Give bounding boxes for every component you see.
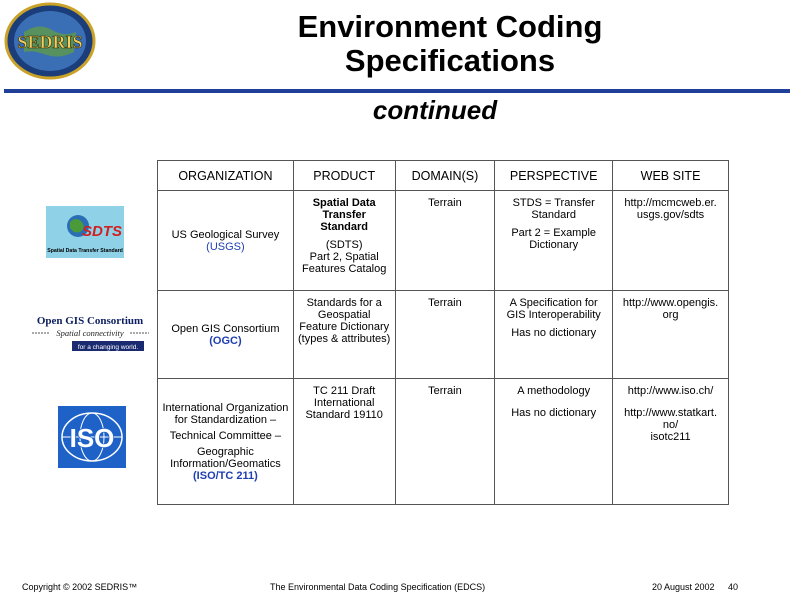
footer-copyright: Copyright © 2002 SEDRIS™ — [22, 582, 138, 592]
header-domains: DOMAIN(S) — [395, 161, 495, 191]
standards-table — [157, 160, 729, 505]
perspective-line: STDS = Transfer Standard — [512, 197, 595, 221]
product-cell: Standards for a Geospatial Feature Dictionary (types & attributes) — [293, 291, 395, 379]
sdts-logo-caption: Spatial Data Transfer Standard — [47, 248, 123, 254]
org-name: Open GIS Consortium — [171, 322, 280, 335]
table-row — [158, 379, 729, 505]
subtitle: continued — [372, 95, 498, 125]
website-line: http://www.opengis. — [622, 297, 719, 309]
ogc-logo-tagline: Spatial connectivity — [56, 328, 124, 338]
org-cell — [158, 379, 294, 505]
website-cell — [613, 379, 729, 505]
ogc-logo-slogan: for a changing world. — [77, 344, 139, 351]
product-detail: Part 2, Spatial Features Catalog — [301, 251, 387, 275]
org-name: International Organization for Standardization – — [162, 401, 289, 426]
website-cell — [613, 291, 729, 379]
ogc-logo-title: Open GIS Consortium — [36, 315, 144, 327]
website-line: http://www.statkart. — [624, 407, 717, 419]
sdts-logo-title: SDTS — [81, 223, 123, 240]
sedris-logo-text: SEDRIS — [17, 32, 83, 52]
org-abbrev: (ISO/TC 211) — [193, 469, 258, 482]
website-line: http://mcmcweb.er. — [624, 197, 717, 209]
title-line-1: Environment Coding — [297, 9, 603, 44]
footer-page-number: 40 — [728, 582, 739, 592]
perspective-cell — [495, 191, 613, 291]
footer-center: The Environmental Data Coding Specification (EDCS) — [270, 582, 486, 592]
website-line: org — [662, 309, 679, 321]
perspective-line: Has no dictionary — [511, 407, 597, 419]
product-abbrev: (SDTS) — [325, 239, 363, 251]
org-cell — [158, 191, 294, 291]
product-name: Spatial Data Transfer Standard — [312, 197, 376, 233]
org-abbrev: (USGS) — [206, 240, 245, 253]
org-abbrev: (OGC) — [209, 334, 242, 347]
website-line: isotc211 — [650, 431, 691, 443]
header-product: PRODUCT — [293, 161, 395, 191]
iso-logo-text: ISO — [69, 423, 115, 453]
domain-cell: Terrain — [395, 379, 495, 505]
org-name: Technical Committee – — [169, 429, 282, 442]
org-name: US Geological Survey — [171, 228, 280, 241]
title-rule — [4, 89, 790, 93]
product-cell — [293, 191, 395, 291]
website-cell — [613, 191, 729, 291]
perspective-line: Part 2 = Example Dictionary — [511, 227, 597, 251]
perspective-line: Has no dictionary — [511, 327, 597, 339]
header-web-site: WEB SITE — [613, 161, 729, 191]
perspective-line: A methodology — [517, 385, 591, 397]
table-header-row — [158, 161, 729, 191]
website-line: http://www.iso.ch/ — [627, 385, 714, 397]
title-line-2: Specifications — [344, 43, 556, 78]
header-organization: ORGANIZATION — [158, 161, 294, 191]
table-row — [158, 191, 729, 291]
iso-logo — [58, 406, 126, 468]
table-row — [158, 291, 729, 379]
perspective-cell — [495, 379, 613, 505]
ogc-logo — [28, 312, 153, 354]
page-title — [180, 10, 720, 78]
header-perspective: PERSPECTIVE — [495, 161, 613, 191]
sdts-logo — [46, 206, 124, 258]
perspective-cell — [495, 291, 613, 379]
perspective-line: A Specification for GIS Interoperability — [506, 297, 601, 321]
product-cell: TC 211 Draft International Standard 19110 — [293, 379, 395, 505]
footer-date: 20 August 2002 — [652, 582, 715, 592]
website-line: usgs.gov/sdts — [636, 209, 705, 221]
website-line: no/ — [662, 419, 679, 431]
org-name: Geographic Information/Geomatics — [170, 445, 281, 470]
sedris-logo — [4, 2, 96, 80]
domain-cell: Terrain — [395, 191, 495, 291]
domain-cell: Terrain — [395, 291, 495, 379]
org-cell — [158, 291, 294, 379]
